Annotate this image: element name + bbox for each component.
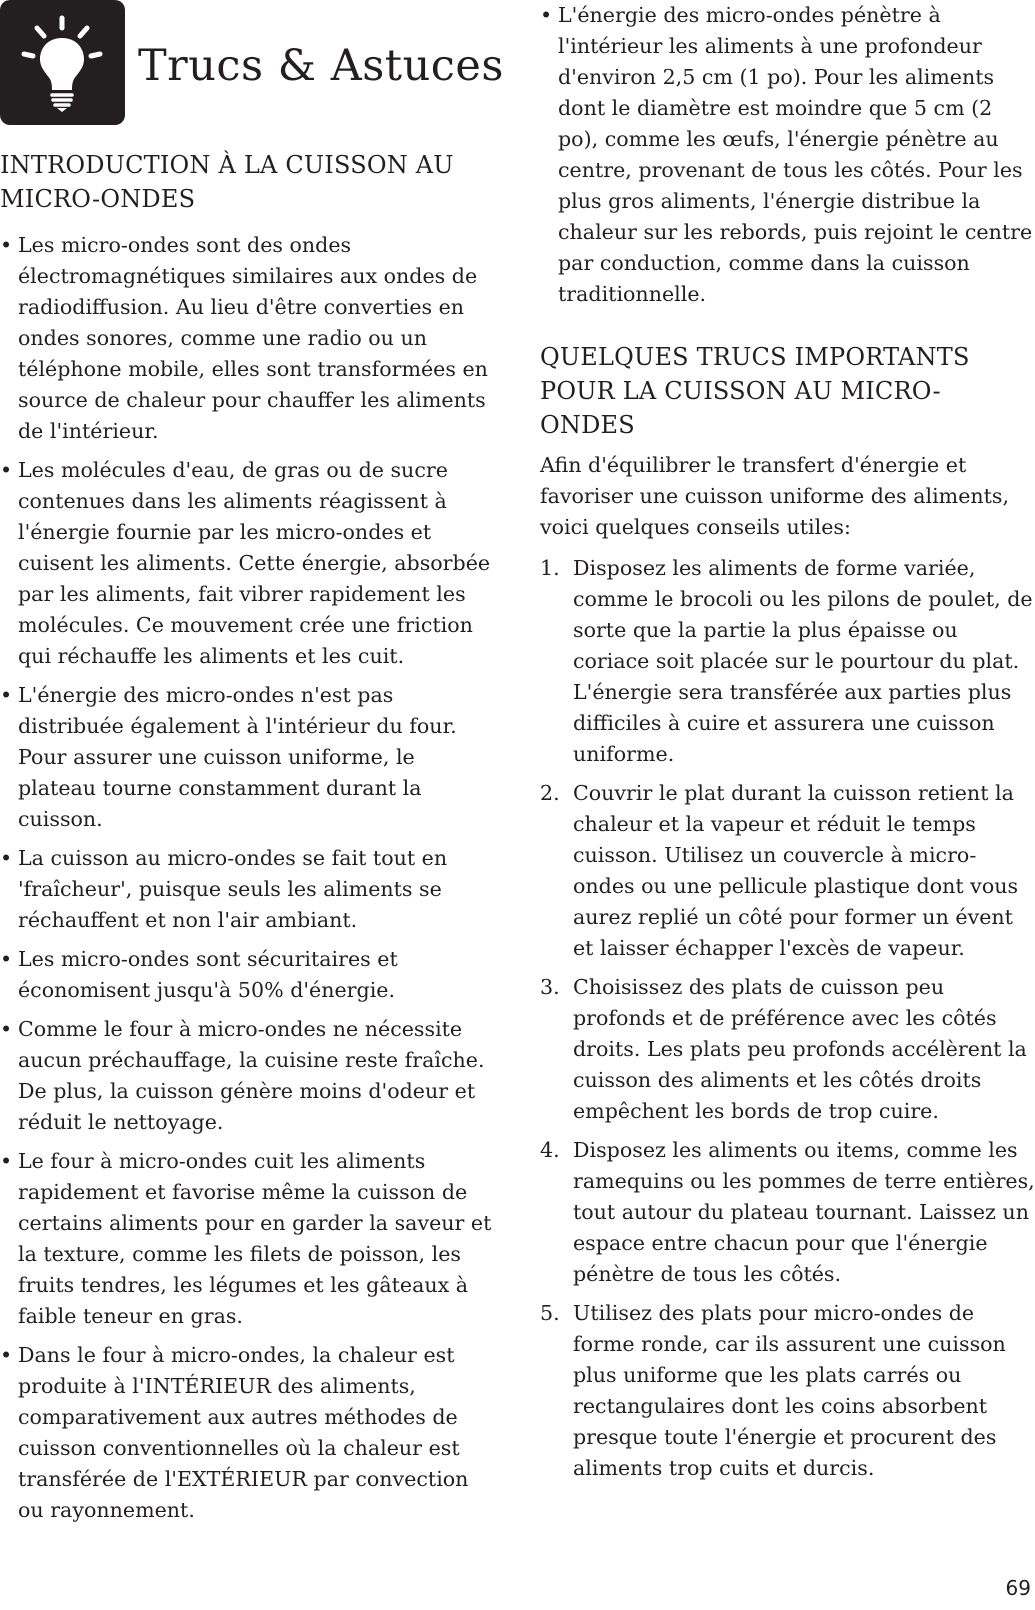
bullet-item xyxy=(0,455,496,672)
page-number: 69 xyxy=(1005,1576,1031,1600)
section-heading-tips: QUELQUES TRUCS IMPORTANTS POUR LA CUISSON AU MICRO-ONDES xyxy=(540,343,970,439)
tip-item xyxy=(540,1135,1035,1290)
tips-intro: Afin d'équilibrer le transfert d'énergie et favoriser une cuisson uniforme des aliments, voici quelques conseils utiles: xyxy=(540,453,1010,539)
bullet-text: L'énergie des micro-ondes pénètre à l'intérieur les aliments à une profondeur d'environ 2,5 cm (1 po). Pour les aliments dont le diamètre est moindre que 5 cm (2 po), comme les œufs, l'énergie pénètre au centre, provenant de tous les côtés. Pour les plus gros aliments, l'énergie distribue la chaleur sur les rebords, puis rejoint le centre par conduction, comme dans la cuisson traditionnelle. xyxy=(558,3,1033,306)
tips-list xyxy=(540,553,1035,1484)
right-column xyxy=(540,0,1035,1492)
bullet-item xyxy=(0,1340,496,1526)
continued-bullet-list xyxy=(540,0,1035,310)
tip-item xyxy=(540,553,1035,770)
bullet-dot: • xyxy=(0,1149,13,1173)
tip-number: 2. xyxy=(540,781,560,805)
tip-text: Choisissez des plats de cuisson peu profonds et de préférence avec les côtés droits. Les plats peu profonds accélèrent la cuisson des aliments et les côtés droits empêchent les bords de trop cuire. xyxy=(573,975,1027,1123)
tip-text: Disposez les aliments ou items, comme les ramequins ou les pommes de terre entières, tout autour du plateau tournant. Laissez un espace entre chacun pour que l'énergie pénètre de tous les côtés. xyxy=(573,1138,1035,1286)
page-title: Trucs & Astuces xyxy=(138,41,504,91)
bullet-text: Dans le four à micro-ondes, la chaleur est produite à l'INTÉRIEUR des aliments, comparativement aux autres méthodes de cuisson conventionnelles où la chaleur est transférée de l'EXTÉRIEUR par convection ou rayonnement. xyxy=(18,1343,469,1522)
bullet-dot: • xyxy=(0,458,13,482)
bullet-dot: • xyxy=(0,947,13,971)
bullet-dot: • xyxy=(540,3,553,27)
tip-number: 1. xyxy=(540,556,560,580)
bullet-text: Les micro-ondes sont des ondes électromagnétiques similaires aux ondes de radiodiffusion. Au lieu d'être converties en ondes sonores, comme une radio ou un téléphone mobile, elles sont transformées en source de chaleur pour chauffer les aliments de l'intérieur. xyxy=(18,233,488,443)
tip-item xyxy=(540,972,1035,1127)
bullet-text: Le four à micro-ondes cuit les aliments rapidement et favorise même la cuisson de certains aliments pour en garder la saveur et la texture, comme les filets de poisson, les fruits tendres, les légumes et les gâteaux à faible teneur en gras. xyxy=(18,1149,492,1328)
tip-text: Couvrir le plat durant la cuisson retient la chaleur et la vapeur et réduit le temps cuisson. Utilisez un couvercle à micro-ondes ou une pellicule plastique dont vous aurez replié un côté pour former un évent et laisser échapper l'excès de vapeur. xyxy=(573,781,1019,960)
bullet-item xyxy=(0,1014,496,1138)
tip-number: 4. xyxy=(540,1138,560,1162)
bullet-item xyxy=(540,0,1035,310)
bullet-text: La cuisson au micro-ondes se fait tout en 'fraîcheur', puisque seuls les aliments se réchauffent et non l'air ambiant. xyxy=(18,846,448,932)
tip-number: 3. xyxy=(540,975,560,999)
bullet-dot: • xyxy=(0,1343,13,1367)
bullet-text: Comme le four à micro-ondes ne nécessite aucun préchauffage, la cuisine reste fraîche. De plus, la cuisson génère moins d'odeur et réduit le nettoyage. xyxy=(18,1017,485,1134)
bullet-item xyxy=(0,230,496,447)
tip-text: Disposez les aliments de forme variée, comme le brocoli ou les pilons de poulet, de sorte que la partie la plus épaisse ou coriace soit placée sur le pourtour du plat. L'énergie sera transférée aux parties plus difficiles à cuire et assurera une cuisson uniforme. xyxy=(573,556,1033,766)
tip-item xyxy=(540,1298,1035,1484)
lightbulb-icon xyxy=(0,0,125,125)
bullet-item xyxy=(0,944,496,1006)
tip-number: 5. xyxy=(540,1301,560,1325)
bullet-text: Les micro-ondes sont sécuritaires et économisent jusqu'à 50% d'énergie. xyxy=(18,947,398,1002)
section-heading-intro: INTRODUCTION À LA CUISSON AU MICRO-ONDES xyxy=(0,151,454,213)
bullet-text: L'énergie des micro-ondes n'est pas distribuée également à l'intérieur du four. Pour assurer une cuisson uniforme, le plateau tourne constamment durant la cuisson. xyxy=(18,683,457,831)
intro-bullet-list xyxy=(0,230,496,1526)
bullet-text: Les molécules d'eau, de gras ou de sucre contenues dans les aliments réagissent à l'énergie fournie par les micro-ondes et cuisent les aliments. Cette énergie, absorbée par les aliments, fait vibrer rapidement les molécules. Ce mouvement crée une friction qui réchauffe les aliments et les cuit. xyxy=(18,458,491,668)
bullet-dot: • xyxy=(0,683,13,707)
tip-item xyxy=(540,778,1035,964)
bullet-item xyxy=(0,680,496,835)
bullet-dot: • xyxy=(0,1017,13,1041)
left-column xyxy=(0,148,496,1534)
bullet-dot: • xyxy=(0,846,13,870)
bullet-dot: • xyxy=(0,233,13,257)
bullet-item xyxy=(0,843,496,936)
tip-text: Utilisez des plats pour micro-ondes de forme ronde, car ils assurent une cuisson plus uniforme que les plats carrés ou rectangulaires dont les coins absorbent presque toute l'énergie et procurent des aliments trop cuits et durcis. xyxy=(573,1301,1006,1480)
bullet-item xyxy=(0,1146,496,1332)
